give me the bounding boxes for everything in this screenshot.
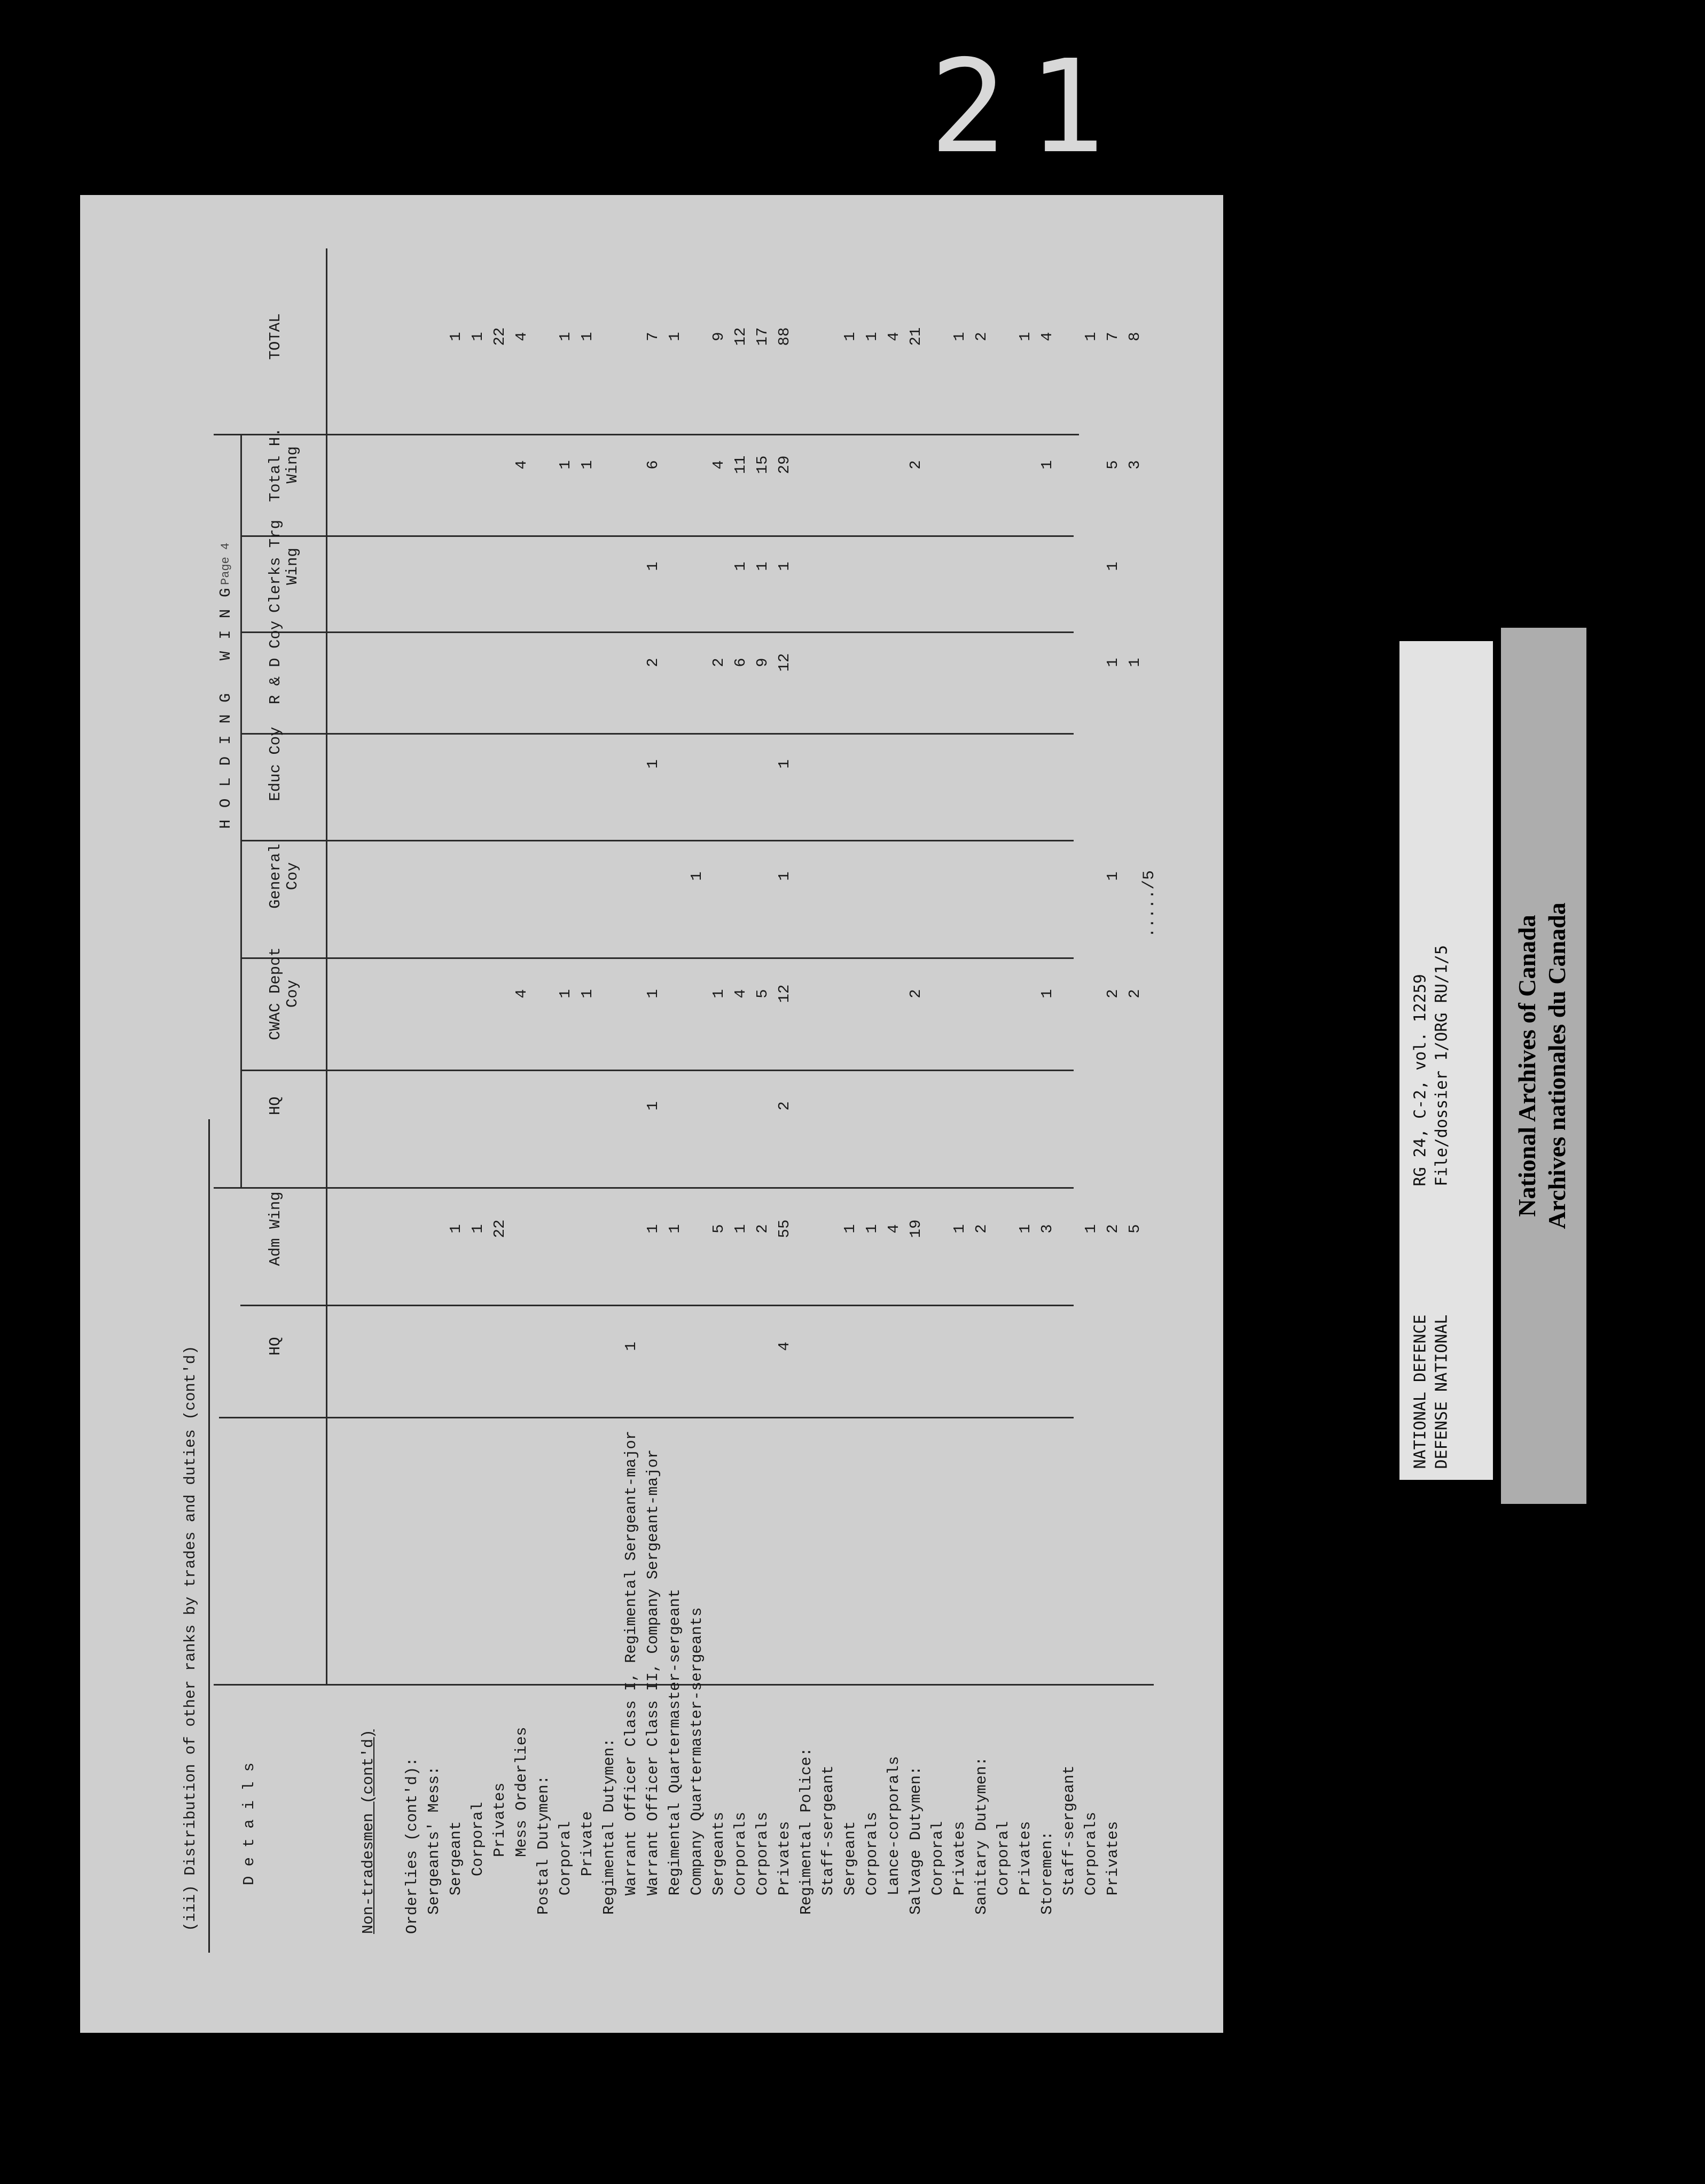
table-cell: 29: [776, 455, 793, 474]
table-cell: 88: [776, 327, 793, 346]
column-rule: [219, 1417, 1074, 1418]
table-cell: 1: [1082, 332, 1100, 341]
table-cell: 1: [557, 460, 574, 470]
row-label: Sergeant: [841, 1821, 859, 1896]
continuation-marker: ...../5: [1140, 870, 1159, 938]
row-label: Warrant Officer Class II, Company Sergeant-major: [644, 1449, 662, 1896]
marginal-note: Page 4: [219, 542, 232, 585]
column-header: General Coy: [267, 844, 301, 909]
title-underline: [208, 1119, 210, 1953]
details-header: Details: [240, 1753, 258, 1885]
table-cell: 21: [907, 327, 925, 346]
row-label: Private: [578, 1811, 596, 1876]
table-cell: 1: [732, 1224, 749, 1234]
table-cell: 19: [907, 1219, 925, 1238]
row-label: Corporals: [754, 1812, 771, 1896]
row-label: Sergeants' Mess:: [425, 1766, 443, 1915]
row-label: Storemen:: [1038, 1831, 1056, 1915]
row-label: Non-tradesmen (cont'd): [359, 1729, 377, 1934]
row-label: Staff-sergeant: [1060, 1765, 1078, 1896]
table-cell: 1: [622, 1341, 640, 1351]
row-label: Regimental Dutymen:: [600, 1738, 618, 1915]
row-label: Privates: [951, 1821, 968, 1896]
table-cell: 4: [885, 1224, 903, 1234]
table-cell: 7: [644, 332, 662, 341]
page-number: 21: [929, 32, 1127, 182]
row-label: Privates: [776, 1821, 793, 1896]
table-cell: 1: [666, 332, 684, 341]
column-rule: [240, 1070, 1074, 1071]
table-cell: 1: [776, 871, 793, 881]
column-rule: [240, 957, 1074, 959]
table-cell: 1: [578, 332, 596, 341]
row-label: Postal Dutymen:: [535, 1775, 552, 1915]
row-label: Corporals: [863, 1812, 881, 1896]
row-label: Corporal: [929, 1821, 947, 1896]
table-cell: 1: [469, 332, 487, 341]
table-cell: 4: [513, 332, 530, 341]
column-rule: [240, 733, 1074, 735]
table-cell: 1: [1038, 989, 1056, 999]
table-cell: 6: [732, 658, 749, 667]
table-cell: 1: [644, 1224, 662, 1234]
table-cell: 4: [732, 989, 749, 999]
table-cell: 1: [863, 1224, 881, 1234]
row-label: Regimental Quartermaster-sergeant: [666, 1588, 684, 1896]
table-cell: 1: [776, 759, 793, 769]
table-cell: 2: [973, 1224, 990, 1234]
table-cell: 17: [754, 327, 771, 346]
label-reference-2: File/dossier 1/ORG RU/1/5: [1432, 945, 1451, 1187]
table-cell: 22: [491, 327, 509, 346]
row-label: Regimental Police:: [797, 1747, 815, 1915]
table-cell: 1: [754, 561, 771, 571]
row-label: Privates: [1016, 1821, 1034, 1896]
table-cell: 1: [841, 1224, 859, 1234]
row-label: Mess Orderlies: [513, 1727, 530, 1857]
column-header: HQ: [267, 1096, 284, 1116]
table-cell: 2: [644, 658, 662, 667]
table-cell: 1: [469, 1224, 487, 1234]
label-line-2: DEFENSE NATIONAL: [1432, 1314, 1451, 1469]
row-label: Privates: [491, 1782, 509, 1857]
table-cell: 4: [513, 989, 530, 999]
column-header: Total H. Wing: [267, 427, 301, 502]
holding-wing-header: HOLDING WING: [217, 576, 234, 829]
table-cell: 7: [1104, 332, 1122, 341]
table-cell: 1: [863, 332, 881, 341]
table-cell: 1: [557, 989, 574, 999]
table-cell: 4: [885, 332, 903, 341]
label-reference-1: RG 24, C-2, vol. 12259: [1411, 974, 1430, 1187]
column-header: Adm Wing: [267, 1191, 284, 1266]
archives-stamp-french: Archives nationales du Canada: [1543, 902, 1570, 1229]
table-cell: 6: [644, 460, 662, 470]
document-sheet-wrapper: [80, 195, 1223, 2033]
table-cell: 1: [1126, 658, 1144, 667]
table-cell: 2: [754, 1224, 771, 1234]
table-cell: 8: [1126, 332, 1144, 341]
table-cell: 3: [1038, 1224, 1056, 1234]
row-label: Company Quartermaster-sergeants: [688, 1607, 706, 1896]
table-cell: 12: [732, 327, 749, 346]
table-title: (iii) Distribution of other ranks by trades and duties (cont'd): [182, 1345, 199, 1931]
row-label: Sergeants: [710, 1812, 728, 1896]
table-cell: 1: [644, 989, 662, 999]
row-label: Corporal: [469, 1801, 487, 1876]
table-cell: 1: [1016, 1224, 1034, 1234]
table-cell: 5: [1104, 460, 1122, 470]
archives-stamp-english: National Archives of Canada: [1513, 915, 1540, 1217]
table-cell: 1: [1038, 460, 1056, 470]
table-cell: 1: [666, 1224, 684, 1234]
table-cell: 1: [644, 759, 662, 769]
table-cell: 1: [578, 460, 596, 470]
table-cell: 4: [776, 1341, 793, 1351]
column-rule: [240, 631, 1074, 633]
table-cell: 2: [973, 332, 990, 341]
column-header: Educ Coy: [267, 727, 284, 801]
header-rule: [326, 248, 327, 1686]
row-label: Warrant Officer Class I, Regimental Sergeant-major: [622, 1430, 640, 1896]
column-header: R & D Coy: [267, 620, 284, 705]
table-cell: 5: [1126, 1224, 1144, 1234]
header-rule: [240, 435, 242, 1189]
table-cell: 5: [754, 989, 771, 999]
table-cell: 22: [491, 1219, 509, 1238]
column-header: TOTAL: [267, 313, 284, 360]
table-cell: 1: [1016, 332, 1034, 341]
table-cell: 2: [1104, 989, 1122, 999]
column-rule: [240, 1305, 1074, 1306]
column-rule: [240, 840, 1074, 841]
column-rule: [214, 1187, 1074, 1189]
table-cell: 1: [1104, 561, 1122, 571]
column-rule: [214, 434, 1079, 435]
table-cell: 4: [1038, 332, 1056, 341]
table-cell: 1: [644, 1101, 662, 1111]
column-header: Clerks Trg Wing: [267, 519, 301, 613]
row-label: Corporal: [995, 1821, 1012, 1896]
table-cell: 9: [754, 658, 771, 667]
row-label: Privates: [1104, 1821, 1122, 1896]
document-sheet: [80, 195, 1223, 2033]
label-line-1: NATIONAL DEFENCE: [1411, 1314, 1430, 1469]
table-cell: 1: [644, 561, 662, 571]
table-cell: 1: [776, 561, 793, 571]
archives-stamp: [1501, 628, 1586, 1504]
row-label: Corporal: [557, 1821, 574, 1896]
table-cell: 12: [776, 653, 793, 672]
column-header: HQ: [267, 1337, 284, 1356]
row-label: Orderlies (cont'd):: [403, 1757, 421, 1934]
table-cell: 55: [776, 1219, 793, 1238]
table-cell: 2: [776, 1101, 793, 1111]
table-cell: 1: [1104, 871, 1122, 881]
table-cell: 15: [754, 455, 771, 474]
table-cell: 1: [578, 989, 596, 999]
table-cell: 4: [513, 460, 530, 470]
archive-reference-label: [1399, 641, 1493, 1480]
table-cell: 2: [1126, 989, 1144, 999]
table-cell: 1: [951, 1224, 968, 1234]
row-label: Sergeant: [447, 1821, 465, 1896]
row-label: Staff-sergeant: [819, 1765, 837, 1896]
table-cell: 1: [732, 561, 749, 571]
table-cell: 2: [907, 989, 925, 999]
row-label: Lance-corporals: [885, 1756, 903, 1896]
table-cell: 3: [1126, 460, 1144, 470]
row-label: Corporals: [1082, 1812, 1100, 1896]
table-cell: 2: [907, 460, 925, 470]
column-rule: [240, 535, 1074, 537]
table-cell: 2: [1104, 1224, 1122, 1234]
table-cell: 2: [710, 658, 728, 667]
column-header: CWAC Depot Coy: [267, 947, 301, 1041]
table-cell: 1: [447, 332, 465, 341]
table-cell: 1: [841, 332, 859, 341]
row-label: Salvage Dutymen:: [907, 1766, 925, 1915]
table-cell: 11: [732, 455, 749, 474]
table-cell: 9: [710, 332, 728, 341]
table-cell: 1: [1082, 1224, 1100, 1234]
table-cell: 1: [557, 332, 574, 341]
table-cell: 1: [951, 332, 968, 341]
table-cell: 1: [1104, 658, 1122, 667]
table-cell: 1: [688, 871, 706, 881]
table-cell: 12: [776, 984, 793, 1003]
row-label: Sanitary Dutymen:: [973, 1757, 990, 1915]
table-cell: 5: [710, 1224, 728, 1234]
table-cell: 1: [447, 1224, 465, 1234]
table-cell: 1: [710, 989, 728, 999]
row-label: Corporals: [732, 1812, 749, 1896]
table-cell: 4: [710, 460, 728, 470]
